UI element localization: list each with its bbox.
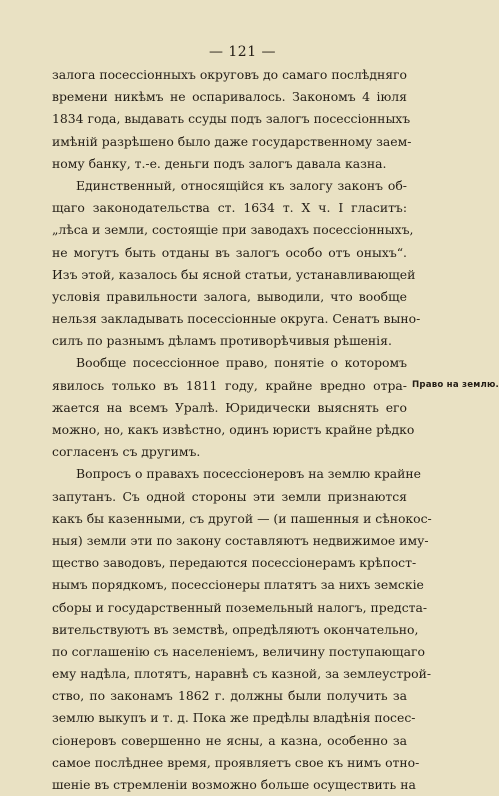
text-line: нельзя закладывать посессіонные округа. Сенатъ выно-	[52, 311, 421, 327]
page-number: — 121 —	[208, 44, 277, 60]
text-line: Единственный, относящійся къ залогу законъ об-	[76, 177, 407, 193]
text-line: условія правильности залога, выводили, что вообще	[52, 288, 407, 304]
text-line: по соглашенію съ населеніемъ, величину поступающаго	[52, 643, 425, 659]
text-line: шеніе въ стремленіи возможно больше осуществить на	[52, 777, 416, 792]
text-line: имѣній разрѣшено было даже государственному заем-	[52, 133, 412, 149]
text-line: вительствуютъ въ земствѣ, опредѣляютъ окончательно,	[52, 621, 419, 637]
text-line: явилось только въ 1811 году, крайне вредно отра-	[52, 377, 407, 393]
text-line: ему надѣла, плотятъ, наравнѣ съ казной, за землеустрой-	[52, 666, 432, 682]
margin-note: Право на землю.	[412, 380, 499, 390]
text-line: залога посессіонныхъ округовъ до самаго послѣдняго	[52, 67, 407, 82]
text-line: ному банку, т.-е. деньги подъ залогъ давала казна.	[52, 155, 387, 171]
text-line: Вопросъ о правахъ посессіонеровъ на землю крайне	[76, 466, 422, 482]
text-line: землю выкупъ и т. д. Пока же предѣлы владѣнія посес-	[52, 710, 416, 726]
text-line: можно, но, какъ извѣстно, одинъ юристъ крайне рѣдко	[52, 422, 415, 437]
text-line: сіонеровъ совершенно не ясны, а казна, особенно за	[52, 732, 407, 748]
text-line: „лѣса и земли, состоящіе при заводахъ посессіонныхъ,	[52, 222, 414, 238]
text-line: щество заводовъ, передаются посессіонерамъ крѣпост-	[52, 555, 417, 571]
text-line: согласенъ съ другимъ.	[52, 444, 201, 460]
text-line: запутанъ. Съ одной стороны эти земли признаются	[52, 488, 407, 504]
text-line: какъ бы казенными, съ другой — (и пашенныя и сѣнокос-	[52, 510, 432, 526]
text-line: времени никѣмъ не оспаривалось. Закономъ 4 іюля	[52, 89, 407, 105]
text-line: силъ по разнымъ дѣламъ противорѣчивыя рѣшенія.	[52, 333, 392, 349]
text-line: сборы и государственный поземельный налогъ, предста-	[52, 599, 428, 615]
text-line: нымъ порядкомъ, посессіонеры платятъ за нихъ земскіе	[52, 577, 424, 593]
text-line: 1834 года, выдавать ссуды подъ залогъ посессіонныхъ	[52, 111, 411, 127]
text-line: щаго законодательства ст. 1634 т. X ч. I гласитъ:	[52, 200, 407, 216]
text-line: не могутъ быть отданы въ залогъ особо отъ оныхъ“.	[52, 244, 407, 260]
text-line: ство, по законамъ 1862 г. должны были получить за	[52, 688, 407, 704]
body-text	[52, 64, 432, 796]
text-line: самое послѣднее время, проявляетъ свое къ нимъ отно-	[52, 754, 420, 770]
text-line: Вообще посессіонное право, понятіе о которомъ	[76, 355, 407, 371]
text-line: Изъ этой, казалось бы ясной статьи, устанавливающей	[52, 266, 416, 282]
text-line: жается на всемъ Уралѣ. Юридически выяснять его	[52, 399, 407, 415]
text-line: ныя) земли эти по закону составляютъ недвижимое иму-	[52, 532, 429, 548]
